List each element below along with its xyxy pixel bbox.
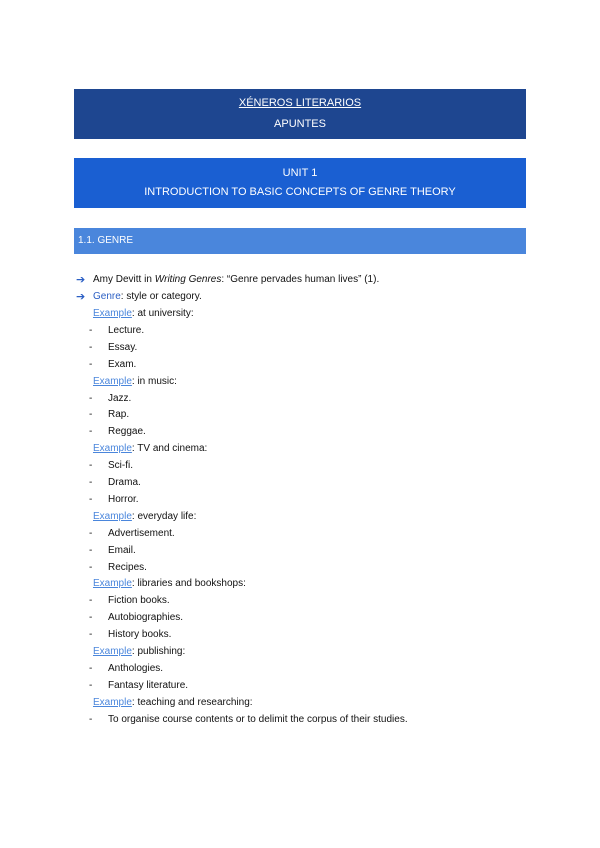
list-item-text: Horror. [108,493,139,505]
list-item-text: Fiction books. [108,595,170,607]
example-context: : TV and cinema: [131,443,208,455]
example-link[interactable]: Example [93,646,132,657]
dash-bullet: - [89,629,93,641]
example-context: : publishing: [131,646,186,657]
arrow-bullet-icon: ➔ [76,291,86,303]
dash-bullet: - [89,561,93,573]
quote-text: : “Genre pervades human lives” (1). [221,274,380,285]
unit-banner [74,158,526,208]
list-item-text: Jazz. [108,392,132,404]
dash-bullet: - [89,409,93,421]
quote-author: Amy Devitt in [93,274,155,285]
list-item-text: Reggae. [108,426,146,438]
quote-book-title: Writing Genres [154,274,222,285]
list-item-text: Autobiographies. [108,612,184,624]
example-context: : at university: [131,308,194,319]
dash-bullet: - [89,612,93,624]
dash-bullet: - [89,477,93,488]
dash-bullet: - [89,358,93,370]
dash-bullet: - [89,392,93,404]
example-link[interactable]: Example [93,443,132,455]
list-item-text: Exam. [108,358,137,370]
section-heading-bar [74,228,526,254]
document-subtitle: APUNTES [274,118,326,130]
dash-bullet: - [89,662,93,674]
section-title: 1.1. GENRE [78,235,134,246]
list-item-text: Rap. [108,409,130,421]
list-item-text: Essay. [108,341,138,353]
unit-label: UNIT 1 [282,167,318,179]
list-item-text: History books. [108,629,172,641]
example-link[interactable]: Example [93,308,132,319]
list-item-text: Lecture. [108,324,145,336]
example-link[interactable]: Example [93,578,132,590]
list-item-text: Fantasy literature. [108,679,189,691]
list-item-text: Sci-fi. [108,460,133,472]
list-item-text: Anthologies. [108,662,164,674]
dash-bullet: - [89,713,93,725]
list-item-text: Advertisement. [108,527,175,539]
list-item-text: Recipes. [108,561,147,573]
dash-bullet: - [89,679,93,691]
dash-bullet: - [89,341,93,353]
genre-term: Genre [93,291,121,302]
dash-bullet: - [89,324,93,336]
document-title-banner [74,89,526,139]
genre-definition: : style or category. [120,291,202,302]
dash-bullet: - [89,426,93,438]
arrow-bullet-icon: ➔ [76,274,86,286]
dash-bullet: - [89,544,93,556]
example-link[interactable]: Example [93,510,132,522]
dash-bullet: - [89,460,93,472]
unit-title: INTRODUCTION TO BASIC CONCEPTS OF GENRE THEORY [144,186,456,198]
list-item-text: Email. [108,544,136,556]
example-context: : libraries and bookshops: [131,578,246,590]
example-link[interactable]: Example [93,696,132,708]
dash-bullet: - [89,493,93,505]
example-context: : everyday life: [131,510,197,522]
example-context: : teaching and researching: [131,696,253,708]
list-item-text: Drama. [108,477,141,488]
dash-bullet: - [89,595,93,607]
example-link[interactable]: Example [93,375,132,387]
dash-bullet: - [89,527,93,539]
document-title: XÉNEROS LITERARIOS [238,97,362,109]
example-context: : in music: [131,375,177,387]
list-item-text: To organise course contents or to delimit the corpus of their studies. [108,713,408,725]
